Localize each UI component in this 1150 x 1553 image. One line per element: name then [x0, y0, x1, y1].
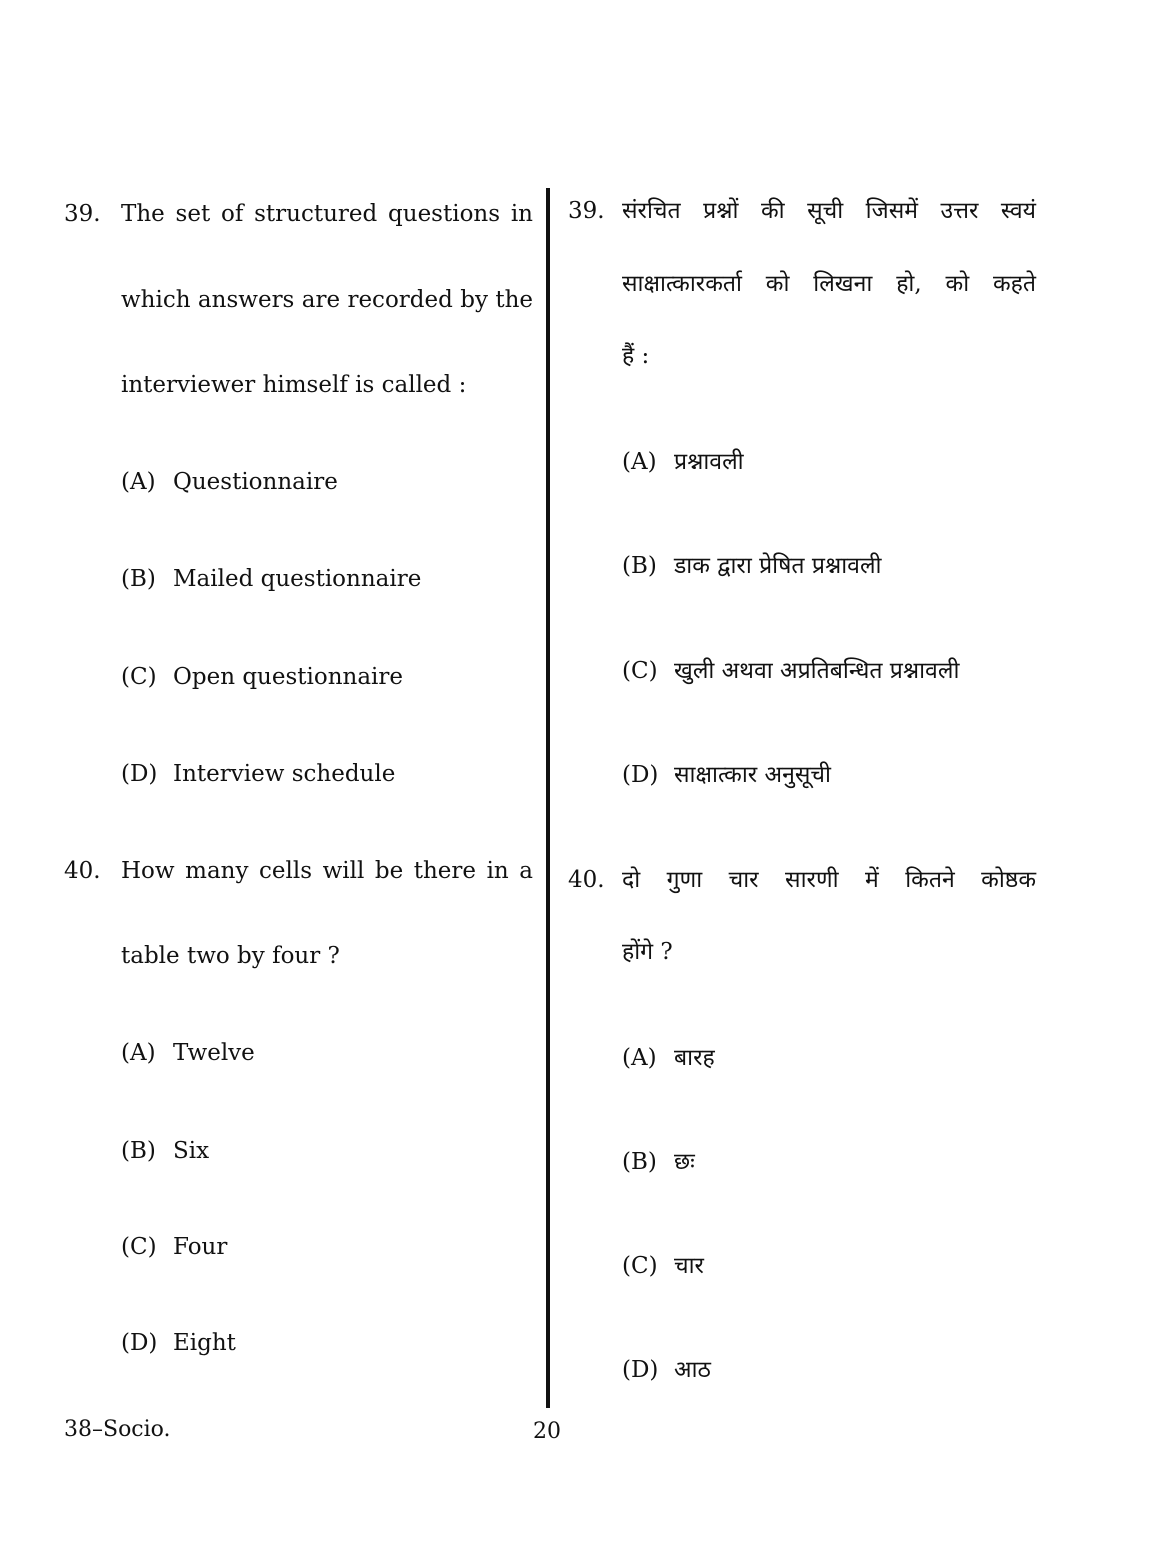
paper-code: 38–Socio.	[64, 1417, 171, 1442]
question-number: 39.	[64, 201, 101, 227]
option-label: (A)	[622, 449, 657, 475]
option-label: (C)	[622, 1253, 658, 1279]
question-text-line: हैं :	[622, 343, 650, 369]
column-divider	[546, 188, 550, 1408]
option-c	[622, 657, 959, 685]
question-text-line: which answers are recorded by the	[121, 287, 533, 313]
question-number: 40.	[568, 867, 605, 893]
option-a	[622, 448, 744, 476]
option-text: Questionnaire	[173, 469, 338, 495]
option-label: (B)	[622, 553, 657, 579]
option-label: (D)	[622, 762, 659, 788]
option-text: खुली अथवा अप्रतिबन्धित प्रश्नावली	[674, 658, 960, 684]
question-text-line: table two by four ?	[121, 943, 340, 969]
option-label: (A)	[121, 469, 156, 495]
option-text: आठ	[674, 1357, 711, 1383]
page-number: 20	[533, 1419, 561, 1444]
question-text-line: संरचित प्रश्नों की सूची जिसमें उत्तर स्वयं	[622, 198, 1036, 224]
option-b	[622, 552, 882, 580]
option-label: (B)	[121, 1138, 156, 1164]
option-label: (A)	[622, 1045, 657, 1071]
option-a	[121, 468, 338, 496]
question-number: 40.	[64, 858, 101, 884]
option-c	[622, 1252, 704, 1280]
question-text-line: interviewer himself is called :	[121, 372, 467, 398]
question-text-line: साक्षात्कारकर्ता को लिखना हो, को कहते	[622, 271, 1036, 297]
option-text: प्रश्नावली	[674, 449, 744, 475]
option-label: (C)	[121, 1234, 157, 1260]
option-d	[121, 760, 395, 788]
question-text-line: How many cells will be there in a	[121, 858, 533, 884]
option-b	[121, 565, 421, 593]
option-text: साक्षात्कार अनुसूची	[674, 762, 831, 788]
question-text-line: The set of structured questions in	[121, 201, 533, 227]
option-text: Mailed questionnaire	[173, 566, 422, 592]
option-text: Six	[173, 1138, 210, 1164]
question-number: 39.	[568, 198, 605, 224]
option-label: (C)	[121, 664, 157, 690]
option-text: चार	[674, 1253, 704, 1279]
option-label: (B)	[121, 566, 156, 592]
option-d	[121, 1329, 236, 1357]
option-text: Open questionnaire	[173, 664, 404, 690]
option-text: Interview schedule	[173, 761, 396, 787]
option-label: (B)	[622, 1149, 657, 1175]
question-text-line: दो गुणा चार सारणी में कितने कोष्ठक	[622, 867, 1036, 893]
option-label: (D)	[622, 1357, 659, 1383]
option-d	[622, 1356, 711, 1384]
question-text-line: होंगे ?	[622, 939, 673, 965]
option-text: छः	[674, 1149, 695, 1175]
option-c	[121, 663, 403, 691]
option-text: Eight	[173, 1330, 236, 1356]
option-a	[622, 1044, 715, 1072]
option-label: (D)	[121, 761, 158, 787]
option-b	[622, 1148, 695, 1176]
option-c	[121, 1233, 227, 1261]
option-text: बारह	[674, 1045, 715, 1071]
option-b	[121, 1137, 209, 1165]
option-label: (D)	[121, 1330, 158, 1356]
option-label: (A)	[121, 1040, 156, 1066]
option-text: Four	[173, 1234, 228, 1260]
option-label: (C)	[622, 658, 658, 684]
option-text: डाक द्वारा प्रेषित प्रश्नावली	[674, 553, 882, 579]
option-a	[121, 1039, 255, 1067]
option-d	[622, 761, 831, 789]
option-text: Twelve	[173, 1040, 255, 1066]
